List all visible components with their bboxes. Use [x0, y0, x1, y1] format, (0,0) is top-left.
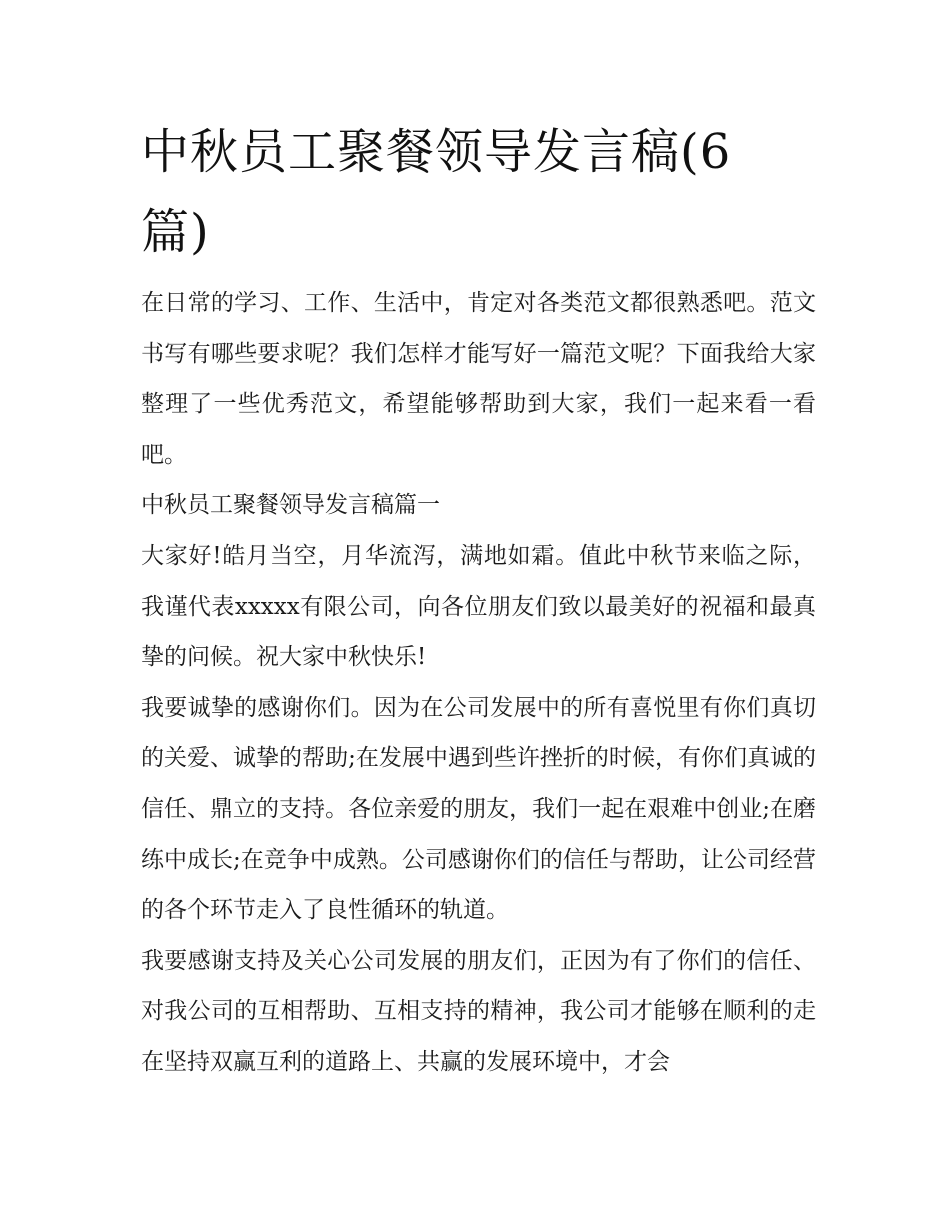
intro-paragraph: 在日常的学习、工作、生活中，肯定对各类范文都很熟悉吧。范文书写有哪些要求呢？我们怎样才能写好一篇范文呢？下面我给大家整理了一些优秀范文，希望能够帮助到大家，我们一起来看一看吧。 [141, 290, 816, 468]
section-heading: 中秋员工聚餐领导发言稿篇一 [141, 492, 440, 519]
body-paragraph-2: 我要诚挚的感谢你们。因为在公司发展中的所有喜悦里有你们真切的关爱、诚挚的帮助;在发展中遇到些许挫折的时候，有你们真诚的信任、鼎立的支持。各位亲爱的朋友，我们一起在艰难中创业;在磨练中成长;在竞争中成熟。公司感谢你们的信任与帮助，让公司经营的各个环节走入了良性循环的轨道。 [141, 694, 816, 924]
body-paragraph-1: 大家好!皓月当空，月华流泻，满地如霜。值此中秋节来临之际，我谨代表xxxxx有限公司，向各位朋友们致以最美好的祝福和最真挚的问候。祝大家中秋快乐! [141, 542, 816, 671]
document-title: 中秋员工聚餐领导发言稿(6篇) [141, 124, 732, 260]
document-body [141, 278, 816, 1088]
body-paragraph-3: 我要感谢支持及关心公司发展的朋友们，正因为有了你们的信任、对我公司的互相帮助、互相支持的精神，我公司才能够在顺利的走在坚持双赢互利的道路上、共赢的发展环境中，才会 [141, 947, 816, 1075]
